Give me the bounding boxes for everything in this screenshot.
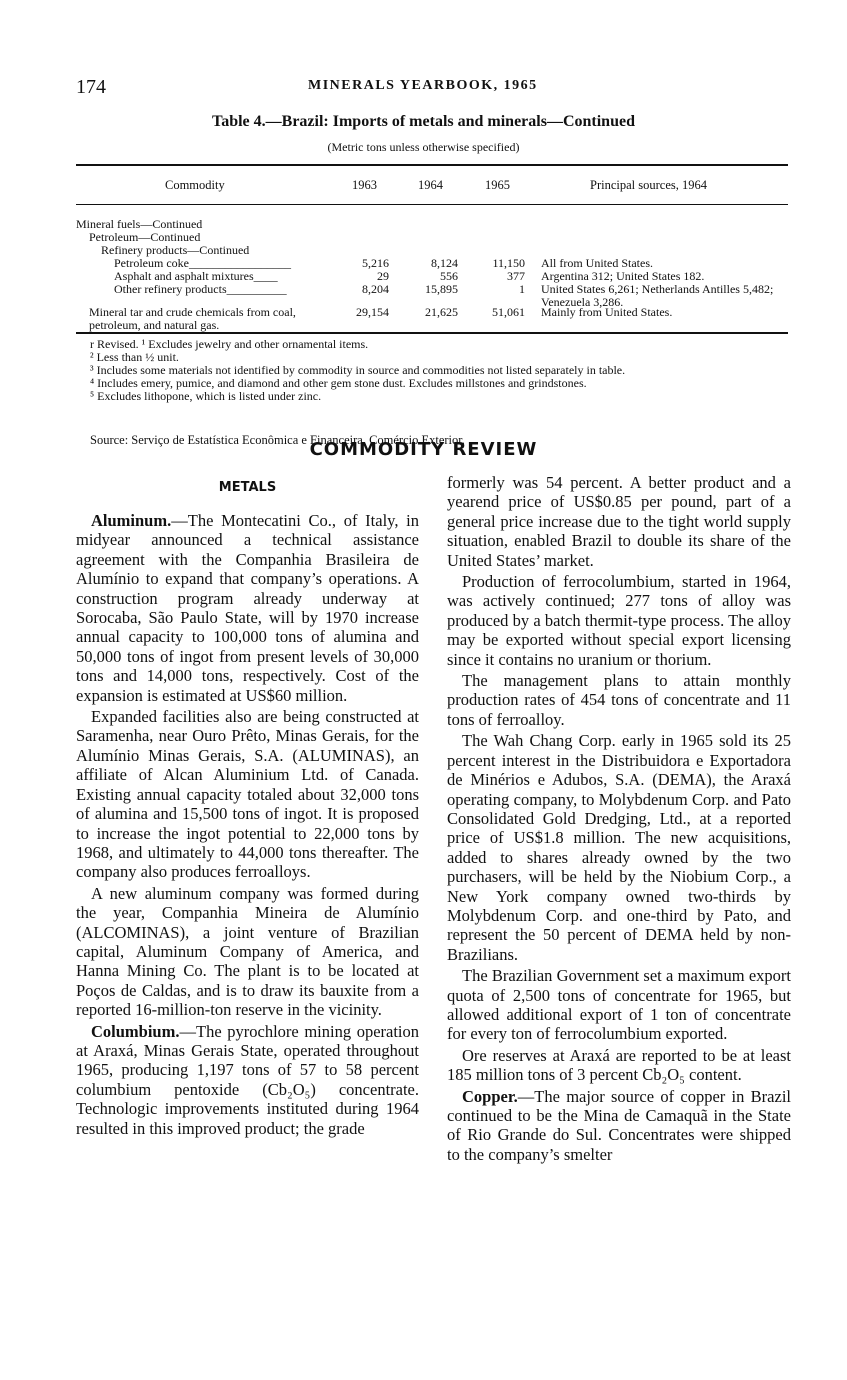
left-column bbox=[76, 511, 419, 1140]
table-title: Table 4.—Brazil: Imports of metals and minerals—Continued bbox=[212, 113, 635, 130]
subsection-heading: METALS bbox=[218, 480, 277, 495]
group-label: Petroleum—Continued bbox=[89, 230, 201, 244]
table-cell-1965: 51,061 bbox=[492, 305, 525, 319]
paragraph-columbium: Columbium.—The pyrochlore mining operation at Araxá, Minas Gerais State, operated throughout 1965, producing 1,197 tons of 57 to 58 percent columbium pentoxide (Cb₂O₅) concentrate. Technologic improvements instituted during 1964 resulted in this improved product; the grade bbox=[76, 1021, 419, 1138]
paragraph: The Wah Chang Corp. early in 1965 sold its 25 percent interest in the Distribuidora e Exportadora de Minérios e Adubos, S.A. (DEMA), the Araxá operating company, to Molybdenum Corp. and Pato Consolidated Gold Dredging, Ltd., at a reported price of US$1.8 million. The new acquisitions, added to shares already owned by the two purchasers, will be held by the Niobium Corp., a New York company owned two-thirds by Molybdenum Corp. and one-third by Pato, and represent the 50 percent of DEMA held by non-Brazilians. bbox=[447, 731, 791, 964]
footnote: ² Less than ½ unit. bbox=[90, 350, 179, 364]
column-header-1965: 1965 bbox=[485, 178, 510, 192]
group-label: Mineral fuels—Continued bbox=[76, 217, 203, 231]
paragraph-lead: Copper. bbox=[462, 1086, 518, 1106]
table-row-commodity: Mineral tar and crude chemicals from coal, petroleum, and natural gas. bbox=[89, 305, 296, 332]
table-cell-1963: 5,216 bbox=[362, 256, 389, 270]
table-cell-1965: 11,150 bbox=[492, 256, 525, 270]
paragraph: formerly was 54 percent. A better product and a yearend price of US$0.85 per pound, part of a general price increase due to the tight world supply situation, enabled Brazil to double its share of the United States’ market. bbox=[447, 473, 791, 570]
footnote: ⁵ Excludes lithopone, which is listed under zinc. bbox=[90, 389, 322, 403]
table-row-commodity: Asphalt and asphalt mixtures____ bbox=[114, 269, 278, 283]
paragraph: The management plans to attain monthly production rates of 454 tons of concentrate and 11 tons of ferroalloy. bbox=[447, 671, 791, 729]
table-row-commodity: Petroleum coke_________________ bbox=[114, 256, 291, 270]
column-header-1964: 1964 bbox=[418, 178, 443, 192]
table-cell-1963: 29 bbox=[377, 269, 389, 283]
table-cell-1964: 15,895 bbox=[425, 282, 458, 296]
paragraph: Ore reserves at Araxá are reported to be at least 185 million tons of 3 percent Cb₂O₅ content. bbox=[447, 1045, 791, 1085]
paragraph: Expanded facilities also are being constructed at Saramenha, near Ouro Prêto, Minas Gerais, for the Alumínio Minas Gerais, S.A. (ALUMINAS), an affiliate of Alcan Aluminium Ltd. of Canada. Existing annual capacity totaled about 32,000 tons of alumina and 15,500 tons of ingot. It is proposed to increase the ingot potential to 22,000 tons by 1968, and ultimately to 44,000 tons thereafter. The company also produces ferroalloys. bbox=[76, 707, 419, 882]
section-heading: COMMODITY REVIEW bbox=[309, 439, 538, 460]
column-header-1963: 1963 bbox=[352, 178, 377, 192]
table-cell-1964: 556 bbox=[440, 269, 458, 283]
paragraph-copper: Copper.—The major source of copper in Brazil continued to be the Mina de Camaquã in the State of Rio Grande do Sul. Concentrates were shipped to the company’s smelter bbox=[447, 1086, 791, 1164]
table-cell-sources: Argentina 312; United States 182. bbox=[541, 269, 705, 283]
table-cell-1964: 21,625 bbox=[425, 305, 458, 319]
table-source: Source: Serviço de Estatística Econômica e Financeira, Comércio Exterior. bbox=[90, 433, 465, 447]
table-bottom-rule bbox=[76, 332, 788, 334]
paragraph-aluminum: Aluminum.—The Montecatini Co., of Italy, in midyear announced a technical assistance agreement with the Companhia Brasileira de Alumínio to expand that company’s operations. A construction program already underway at Sorocaba, São Paulo State, will by 1970 increase annual capacity to 100,000 tons of alumina and 50,000 tons of ingot from present levels of 30,000 tons and 14,000 tons, respectively. Cost of the expansion is estimated at US$60 million. bbox=[76, 511, 419, 705]
table-row-commodity: Other refinery products__________ bbox=[114, 282, 287, 296]
table-subtitle: (Metric tons unless otherwise specified) bbox=[327, 140, 520, 154]
table-cell-1963: 8,204 bbox=[362, 282, 389, 296]
paragraph-lead: Aluminum. bbox=[91, 511, 172, 530]
table-cell-1965: 377 bbox=[507, 269, 525, 283]
footnote: ³ Includes some materials not identified by commodity in source and commodities not listed separately in table. bbox=[90, 363, 626, 377]
right-column bbox=[447, 473, 791, 1166]
group-label: Refinery products—Continued bbox=[101, 243, 250, 257]
paragraph-lead: Columbium. bbox=[91, 1021, 180, 1041]
paragraph: Production of ferrocolumbium, started in 1964, was actively continued; 277 tons of alloy was produced by a batch thermit-type process. The alloy may be exported without special export licensing since it contains no uranium or thorium. bbox=[447, 572, 791, 669]
table-cell-sources: All from United States. bbox=[541, 256, 653, 270]
running-head: MINERALS YEARBOOK, 1965 bbox=[308, 78, 538, 93]
page-number: 174 bbox=[76, 76, 106, 98]
paragraph: The Brazilian Government set a maximum export quota of 2,500 tons of concentrate for 1965, but allowed additional export of 1 ton of concentrate for every ton of ferrocolumbium exported. bbox=[447, 966, 791, 1044]
column-header-commodity: Commodity bbox=[165, 178, 225, 192]
footnote: ⁴ Includes emery, pumice, and diamond and other gem stone dust. Excludes millstones and grindstones. bbox=[90, 376, 587, 390]
footnote: r Revised. ¹ Excludes jewelry and other ornamental items. bbox=[90, 337, 369, 351]
table-cell-sources: Mainly from United States. bbox=[541, 305, 673, 319]
table-cell-1964: 8,124 bbox=[431, 256, 458, 270]
paragraph: A new aluminum company was formed during the year, Companhia Mineira de Alumínio (ALCOMINAS), a joint venture of Brazilian capital, Aluminum Company of America, and Hanna Mining Co. The plant is to be located at Poços de Caldas, and is to draw its bauxite from a reported 16-million-ton reserve in the vicinity. bbox=[76, 883, 419, 1020]
table-cell-1965: 1 bbox=[519, 282, 525, 296]
table-cell-sources: United States 6,261; Netherlands Antilles 5,482; Venezuela 3,286. bbox=[541, 282, 774, 309]
table-top-rule bbox=[76, 164, 788, 166]
column-header-sources: Principal sources, 1964 bbox=[590, 178, 707, 192]
table-header-rule bbox=[76, 204, 788, 205]
table-cell-1963: 29,154 bbox=[356, 305, 389, 319]
